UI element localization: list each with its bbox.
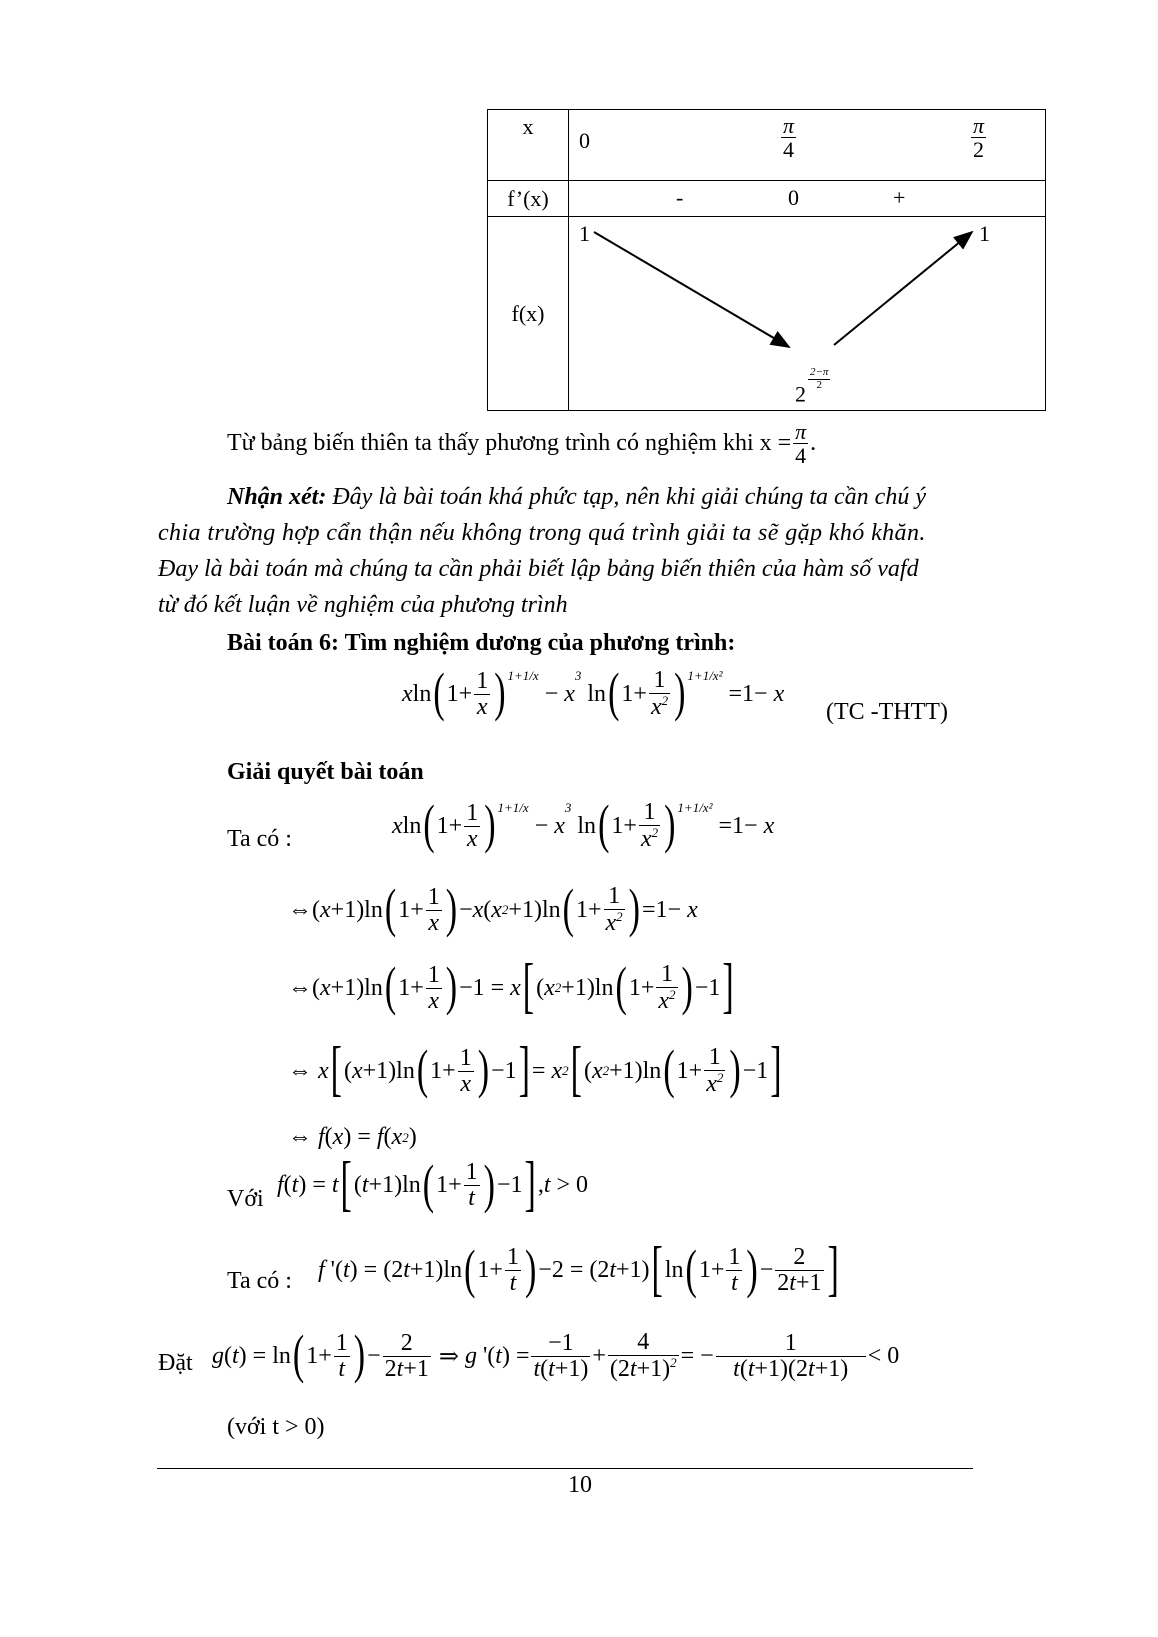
problem-source: (TC -THTT) — [826, 699, 948, 725]
equation-step-2: ⇔ ( x +1)ln ( 1+ $\frac{1}{x}$ ) −1 = x [ ( x 2 +1)ln ( 1+ $\frac{1}{x^2}$ ) −1 ] — [288, 953, 734, 1021]
equation-step-4: ⇔ f ( x ) = f ( x 2 ) — [288, 1124, 417, 1150]
remark-line-4: từ đó kết luận về nghiệm của phương trình — [158, 592, 568, 618]
conclusion-fraction: $\frac{\pi}{4}$ — [795, 419, 807, 469]
f-end-value: 1 — [979, 221, 990, 246]
f-start-value: 1 — [579, 221, 590, 246]
g-definition: g ( t ) = ln ( 1+ $\frac{1}{t}$ ) − $\frac{2}{2t+1}$ ⇒ g '( t ) = $\frac{-1}{t(t+1)}$ + $\frac{4}{(2t+1)^2}$ = − $\frac{1}{t(t+1)(2t+1)}$ < 0 — [212, 1325, 900, 1385]
x-start: 0 — [579, 128, 590, 153]
x-end: $\frac{\pi}{2}$ — [973, 113, 985, 163]
increasing-arrow — [834, 232, 972, 345]
equation-step-0: x ln ( 1+ $\frac{1}{x}$ ) $^{1+1/x}$ − x $^3$ ln ( 1+ $\frac{1}{x^2}$ ) $^{1+1/x^2}$ =1− x — [392, 795, 775, 855]
page-number: 10 — [568, 1472, 592, 1498]
solution-ta-co: Ta có : — [227, 826, 292, 852]
remark-line-1: Nhận xét: Đây là bài toán khá phức tạp, nên khi giải chúng ta cần chú ý — [227, 484, 926, 510]
footer-rule — [157, 1468, 973, 1469]
solution-ta-co-2: Ta có : — [227, 1268, 292, 1294]
function-definition: f ( t ) = t [ ( t +1)ln ( 1+ $\frac{1}{t}$ ) −1 ] , t > 0 — [277, 1151, 589, 1219]
f-min-value: 2 $\frac{2-\pi}{2}$ — [795, 366, 829, 407]
table-row-x-label: x — [488, 110, 569, 181]
table-row-f-label: f(x) — [488, 217, 569, 411]
equation-main: x ln ( 1+ $\frac{1}{x}$ ) $^{1+1/x}$ − x $^3$ ln ( 1+ $\frac{1}{x^2}$ ) $^{1+1/x^2}$ =1− x — [402, 663, 785, 723]
remark-line-2: chia trường hợp cẩn thận nếu không trong quá trình giải ta sẽ gặp khó khăn. — [158, 520, 926, 546]
remark-line-3: Đay là bài toán mà chúng ta cần phải biết lập bảng biến thiên của hàm số vafd — [158, 556, 919, 582]
table-row-f-values — [569, 217, 1046, 411]
conclusion-line: Từ bảng biến thiên ta thấy phương trình có nghiệm khi x = $\frac{\pi}{4}$ . — [227, 419, 817, 469]
table-row-derivative-label: f’(x) — [488, 181, 569, 217]
equation-step-3: ⇔ x [ ( x +1)ln ( 1+ $\frac{1}{x}$ ) −1 ] = x 2 [ ( x 2 +1)ln ( 1+ $\frac{1}{x^2}$ ) −1 ] — [288, 1036, 782, 1104]
derivative-zero: 0 — [788, 185, 799, 210]
problem-title: Bài toán 6: Tìm nghiệm dương của phương trình: — [227, 630, 736, 656]
equation-step-1: ⇔ ( x +1)ln ( 1+ $\frac{1}{x}$ ) − x ( x 2 +1)ln ( 1+ $\frac{1}{x^2}$ ) =1− x — [288, 879, 698, 939]
remark-label: Nhận xét: — [227, 484, 327, 510]
decreasing-arrow — [594, 232, 789, 347]
x-mid: $\frac{\pi}{4}$ — [783, 113, 795, 163]
solution-dat: Đặt — [158, 1350, 193, 1376]
derivative-equation: f '( t ) = (2 t +1)ln ( 1+ $\frac{1}{t}$ ) −2 = (2 t +1) [ ln ( 1+ $\frac{1}{t}$ ) − $\frac{2}{2t+1}$ ] — [318, 1236, 839, 1304]
solution-voi: Với — [227, 1186, 264, 1212]
conclusion-text: Từ bảng biến thiên ta thấy phương trình có nghiệm khi x = — [227, 430, 792, 457]
solution-note: (với t > 0) — [227, 1414, 325, 1440]
table-row-derivative-values — [569, 181, 1046, 217]
variation-table — [487, 109, 1046, 411]
sign-positive: + — [893, 185, 906, 210]
variation-arrows — [569, 217, 1028, 411]
table-row-x-values — [569, 110, 1046, 181]
sign-negative: - — [676, 185, 684, 210]
solution-heading: Giải quyết bài toán — [227, 759, 424, 785]
